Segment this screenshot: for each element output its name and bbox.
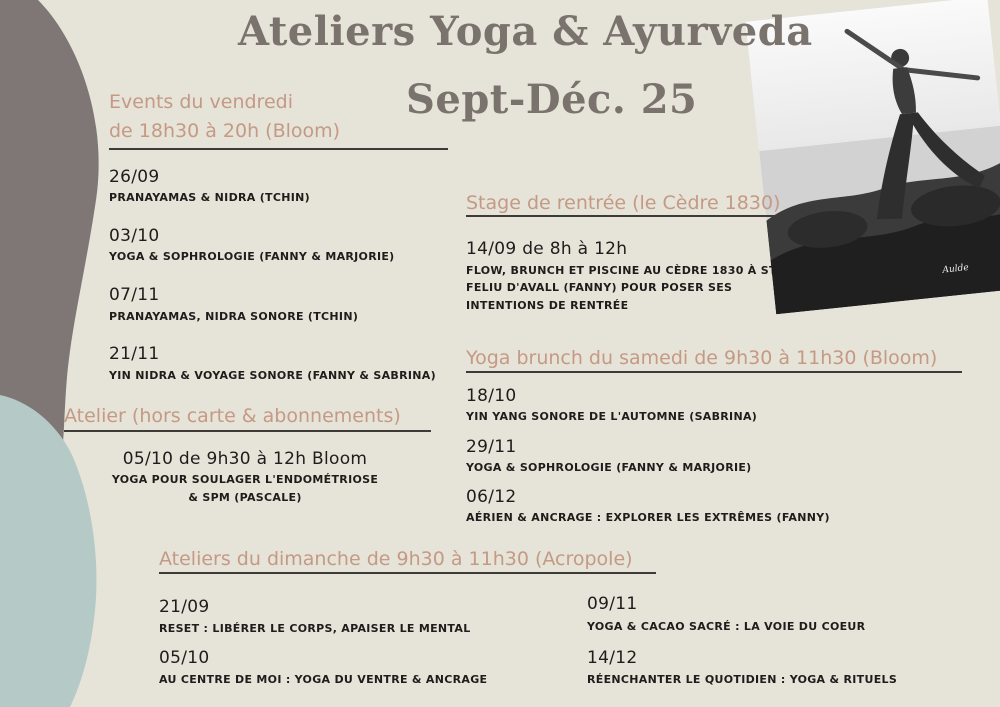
dimanche-date-4: 14/12 [587, 648, 638, 668]
brunch-date-1: 18/10 [466, 386, 517, 406]
dimanche-underline [159, 572, 656, 574]
hors-carte-date: 05/10 de 9h30 à 12h Bloom [122, 449, 368, 469]
sage-shape [0, 395, 96, 707]
vendredi-desc-3: PRANAYAMAS, NIDRA SONORE (TCHIN) [109, 310, 359, 323]
dimanche-date-1: 21/09 [159, 597, 210, 617]
brunch-underline [466, 371, 962, 373]
vendredi-underline [109, 148, 448, 150]
vendredi-date-3: 07/11 [109, 285, 160, 305]
stage-underline [466, 215, 805, 217]
vendredi-desc-1: PRANAYAMAS & NIDRA (TCHIN) [109, 191, 310, 204]
dimanche-desc-1: RESET : LIBÉRER LE CORPS, APAISER LE MENTAL [159, 622, 471, 635]
hors-carte-desc-line1: YOGA POUR SOULAGER L'ENDOMÉTRIOSE [111, 473, 379, 486]
stage-date: 14/09 de 8h à 12h [466, 239, 628, 259]
dimanche-desc-3: YOGA & CACAO SACRÉ : LA VOIE DU COEUR [587, 620, 866, 633]
stage-desc-line2: FELIU D'AVALL (FANNY) POUR POSER SES [466, 281, 733, 294]
vendredi-date-4: 21/11 [109, 344, 160, 364]
brunch-date-3: 06/12 [466, 487, 517, 507]
vendredi-date-2: 03/10 [109, 226, 160, 246]
hors-carte-underline [64, 430, 431, 432]
page-title-line2: Sept-Déc. 25 [406, 76, 698, 123]
vendredi-heading-line1: Events du vendredi [109, 91, 293, 113]
brunch-heading: Yoga brunch du samedi de 9h30 à 11h30 (Bloom) [466, 347, 938, 369]
dimanche-heading: Ateliers du dimanche de 9h30 à 11h30 (Acropole) [159, 548, 633, 570]
vendredi-date-1: 26/09 [109, 167, 160, 187]
dimanche-desc-2: AU CENTRE DE MOI : YOGA DU VENTRE & ANCRAGE [159, 673, 488, 686]
vendredi-heading-line2: de 18h30 à 20h (Bloom) [109, 120, 341, 142]
stage-heading: Stage de rentrée (le Cèdre 1830) [466, 192, 781, 214]
vendredi-desc-4: YIN NIDRA & VOYAGE SONORE (FANNY & SABRINA) [109, 369, 436, 382]
photo-signature: Aulde [942, 262, 970, 276]
dimanche-date-3: 09/11 [587, 594, 638, 614]
brunch-desc-2: YOGA & SOPHROLOGIE (FANNY & MARJORIE) [466, 461, 752, 474]
stage-desc-line3: INTENTIONS DE RENTRÉE [466, 299, 629, 312]
brunch-date-2: 29/11 [466, 437, 517, 457]
dimanche-desc-4: RÉENCHANTER LE QUOTIDIEN : YOGA & RITUELS [587, 673, 898, 686]
stage-desc-line1: FLOW, BRUNCH ET PISCINE AU CÈDRE 1830 À ST [466, 264, 777, 277]
hors-carte-heading: Atelier (hors carte & abonnements) [64, 405, 401, 427]
brunch-desc-3: AÉRIEN & ANCRAGE : EXPLORER LES EXTRÊMES (FANNY) [466, 511, 830, 524]
vendredi-desc-2: YOGA & SOPHROLOGIE (FANNY & MARJORIE) [109, 250, 395, 263]
page-title-line1: Ateliers Yoga & Ayurveda [238, 8, 813, 55]
hors-carte-desc-line2: & SPM (PASCALE) [188, 491, 302, 504]
dimanche-date-2: 05/10 [159, 648, 210, 668]
brunch-desc-1: YIN YANG SONORE DE L'AUTOMNE (SABRINA) [466, 410, 758, 423]
